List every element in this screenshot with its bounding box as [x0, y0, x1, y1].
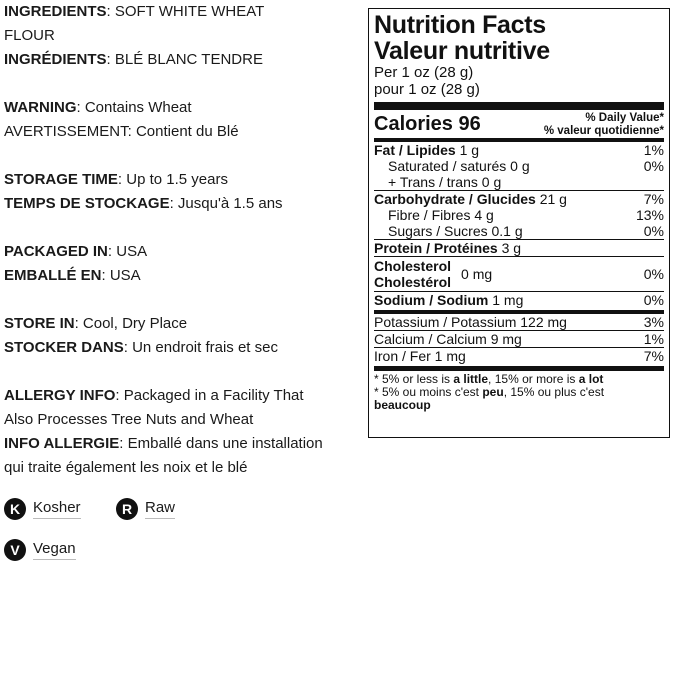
storage-fr-label: TEMPS DE STOCKAGE	[4, 195, 170, 212]
cholesterol-label-en: Cholesterol	[374, 258, 452, 274]
serving-size-fr: pour 1 oz (28 g)	[374, 81, 480, 98]
ingredients-line	[4, 0, 364, 24]
carb-amount: 21 g	[535, 191, 567, 207]
cholesterol-amount: 0 mg	[461, 266, 493, 282]
packaged-label: PACKAGED IN	[4, 243, 108, 260]
footnote-en-3: , 15% or more is	[488, 372, 579, 386]
kosher-label: Kosher	[33, 499, 81, 519]
kosher-icon: K	[4, 498, 26, 520]
footnote-en-2: a little	[453, 372, 489, 386]
allergy-fr-line-2: qui traite également les noix et le blé	[4, 459, 248, 476]
carb-label: Carbohydrate / Glucides	[374, 191, 536, 207]
protein-label: Protein / Protéines	[374, 240, 498, 256]
ingredients-fr-line	[4, 48, 364, 72]
footnote-fr	[374, 386, 664, 412]
raw-badge	[116, 498, 175, 520]
footnote-en-4: a lot	[578, 372, 604, 386]
saturated-dv: 0%	[643, 158, 664, 174]
allergy-fr-value: : Emballé dans une installation	[119, 435, 323, 452]
footnote-fr-4: beaucoup	[374, 398, 431, 412]
warning-line	[4, 96, 364, 120]
footnote-en	[374, 371, 664, 386]
ingredients-line-2: FLOUR	[4, 27, 55, 44]
sodium-amount: 1 mg	[488, 292, 524, 308]
daily-value-en: % Daily Value*	[585, 112, 664, 124]
packaged-fr-value: : USA	[101, 267, 141, 284]
daily-value-header	[544, 112, 664, 138]
nutrition-title-fr: Valeur nutritive	[374, 37, 550, 65]
storage-value: : Up to 1.5 years	[117, 171, 228, 188]
sodium-label: Sodium / Sodium	[374, 292, 489, 308]
saturated-label: Saturated / saturés 0 g	[388, 158, 530, 174]
storein-fr-value: : Un endroit frais et sec	[123, 339, 278, 356]
calories: Calories 96	[374, 113, 481, 135]
ingredients-label: INGREDIENTS	[4, 3, 107, 20]
sugars-dv: 0%	[643, 223, 664, 239]
packaged-fr-label: EMBALLÉ EN	[4, 267, 102, 284]
storage-label: STORAGE TIME	[4, 171, 118, 188]
potassium-label: Potassium / Potassium 122 mg	[374, 314, 567, 330]
calcium-label: Calcium / Calcium 9 mg	[374, 331, 522, 347]
ingredients-value: : SOFT WHITE WHEAT	[106, 3, 265, 20]
storage-fr-value: : Jusqu'à 1.5 ans	[169, 195, 283, 212]
allergy-label: ALLERGY INFO	[4, 387, 116, 404]
footnote-fr-1: * 5% ou moins c'est	[374, 385, 483, 399]
iron-label: Iron / Fer 1 mg	[374, 348, 466, 364]
fat-label: Fat / Lipides	[374, 142, 456, 158]
fat-amount: 1 g	[455, 142, 480, 158]
warning-fr-line	[4, 120, 364, 144]
sugars-label: Sugars / Sucres 0.1 g	[388, 223, 523, 239]
fat-row	[374, 142, 664, 158]
protein-amount: 3 g	[497, 240, 522, 256]
potassium-dv: 3%	[643, 314, 664, 330]
warning-value: : Contains Wheat	[76, 99, 192, 116]
trans-label: + Trans / trans 0 g	[388, 174, 502, 190]
storein-line	[4, 312, 364, 336]
sodium-row	[374, 292, 664, 308]
kosher-badge	[4, 498, 81, 520]
sugars-row	[374, 223, 664, 239]
nutrition-facts-panel	[368, 8, 670, 438]
cholesterol-names	[374, 258, 451, 290]
carb-row	[374, 191, 664, 207]
vegan-badge	[4, 539, 76, 561]
product-info	[4, 0, 364, 504]
protein-row	[374, 240, 664, 256]
cholesterol-label-fr: Cholestérol	[374, 274, 452, 290]
serving-size-en: Per 1 oz (28 g)	[374, 64, 474, 81]
fibre-dv: 13%	[635, 207, 664, 223]
storein-label: STORE IN	[4, 315, 75, 332]
allergy-fr-label: INFO ALLERGIE	[4, 435, 120, 452]
allergy-fr-line	[4, 432, 364, 456]
divider-thick	[374, 102, 664, 110]
cholesterol-dv: 0%	[643, 266, 664, 282]
calories-row	[374, 110, 664, 138]
saturated-row	[374, 158, 664, 174]
sodium-dv: 0%	[643, 292, 664, 308]
carb-dv: 7%	[643, 191, 664, 207]
footnote-fr-2: peu	[482, 385, 504, 399]
warning-fr-label: AVERTISSEMENT	[4, 123, 128, 140]
potassium-row	[374, 314, 664, 330]
ingredients-fr-value: : BLÉ BLANC TENDRE	[106, 51, 263, 68]
footnote-en-1: * 5% or less is	[374, 372, 454, 386]
packaged-line	[4, 240, 364, 264]
daily-value-fr: % valeur quotidienne*	[543, 125, 664, 137]
storein-fr-label: STOCKER DANS	[4, 339, 124, 356]
storein-value: : Cool, Dry Place	[74, 315, 188, 332]
raw-icon: R	[116, 498, 138, 520]
fibre-label: Fibre / Fibres 4 g	[388, 207, 494, 223]
fibre-row	[374, 207, 664, 223]
allergy-value: : Packaged in a Facility That	[115, 387, 304, 404]
calcium-row	[374, 331, 664, 347]
trans-row	[374, 174, 664, 190]
raw-label: Raw	[145, 499, 175, 519]
vegan-label: Vegan	[33, 540, 76, 560]
cholesterol-row	[374, 257, 664, 291]
warning-label: WARNING	[4, 99, 77, 116]
storage-line	[4, 168, 364, 192]
fat-dv: 1%	[643, 142, 664, 158]
warning-fr-value: : Contient du Blé	[127, 123, 239, 140]
allergy-line-2: Also Processes Tree Nuts and Wheat	[4, 411, 254, 428]
iron-row	[374, 348, 664, 364]
calcium-dv: 1%	[643, 331, 664, 347]
storage-fr-line	[4, 192, 364, 216]
footnote-fr-3: , 15% ou plus c'est	[503, 385, 605, 399]
nutrition-title-en: Nutrition Facts	[374, 11, 546, 39]
vegan-icon: V	[4, 539, 26, 561]
iron-dv: 7%	[643, 348, 664, 364]
packaged-fr-line	[4, 264, 364, 288]
allergy-line	[4, 384, 364, 408]
storein-fr-line	[4, 336, 364, 360]
packaged-value: : USA	[107, 243, 148, 260]
ingredients-fr-label: INGRÉDIENTS	[4, 51, 107, 68]
